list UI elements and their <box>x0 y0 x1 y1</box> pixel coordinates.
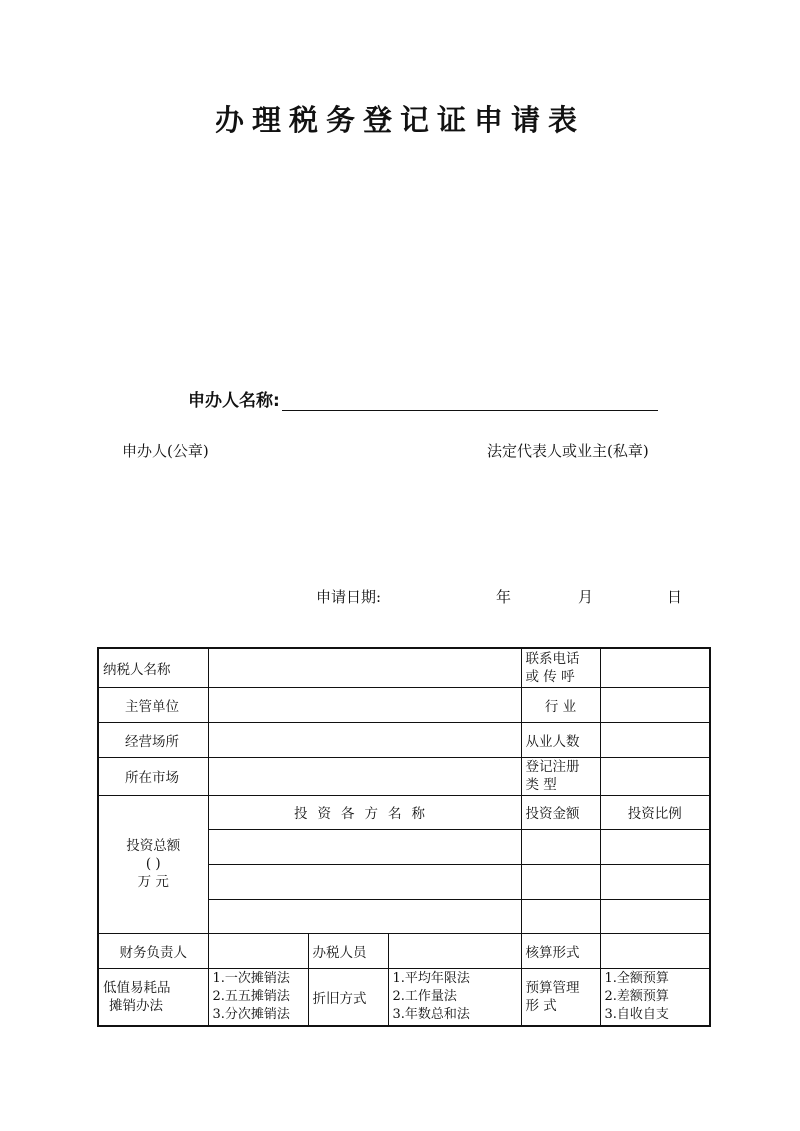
finance-head-field[interactable] <box>208 933 308 968</box>
applicant-name-label: 申办人名称: <box>188 391 280 411</box>
table-row <box>98 933 710 968</box>
list-item: 1.全额预算 <box>604 970 669 986</box>
applicant-name-row <box>188 386 658 411</box>
premises-field[interactable] <box>208 722 521 757</box>
industry-field[interactable] <box>600 687 710 722</box>
table-row <box>98 722 710 757</box>
list-item: 3.自收自支 <box>604 1006 669 1022</box>
reg-type-label <box>521 757 600 795</box>
table-row <box>98 687 710 722</box>
employees-label: 从业人数 <box>521 722 600 757</box>
table-row <box>98 795 710 829</box>
list-item: 3.分次摊销法 <box>212 1006 290 1022</box>
legal-rep-seal-label: 法定代表人或业主(私章) <box>487 442 649 460</box>
budget-form-line2: 形 式 <box>525 997 557 1014</box>
phone-field[interactable] <box>600 648 710 687</box>
budget-form-label <box>521 968 600 1026</box>
reg-type-label-line1: 登记注册 <box>525 759 580 775</box>
table-row <box>98 968 710 1026</box>
industry-label: 行 业 <box>521 687 600 722</box>
employees-field[interactable] <box>600 722 710 757</box>
date-day-label: 日 <box>667 588 683 606</box>
investment-ratio-field[interactable] <box>600 899 710 933</box>
accounting-form-field[interactable] <box>600 933 710 968</box>
consumables-label-line1: 低值易耗品 <box>103 979 171 996</box>
reg-type-field[interactable] <box>600 757 710 795</box>
budget-methods <box>600 968 710 1026</box>
list-item: 3.年数总和法 <box>392 1006 470 1022</box>
tax-staff-field[interactable] <box>388 933 521 968</box>
budget-form-line1: 预算管理 <box>525 979 580 996</box>
date-month-label: 月 <box>578 588 594 606</box>
investment-amount-field[interactable] <box>521 899 600 933</box>
date-year-label: 年 <box>496 588 512 606</box>
investor-name-field[interactable] <box>208 829 521 864</box>
depreciation-methods <box>388 968 521 1026</box>
applicant-seal-label: 申办人(公章) <box>122 442 209 460</box>
list-item: 2.工作量法 <box>392 988 457 1004</box>
authority-label: 主管单位 <box>98 687 208 722</box>
investment-total-line3: 万 元 <box>137 874 169 890</box>
list-item: 1.平均年限法 <box>392 970 470 986</box>
investment-ratio-field[interactable] <box>600 829 710 864</box>
investor-name-field[interactable] <box>208 899 521 933</box>
list-item: 2.五五摊销法 <box>212 988 290 1004</box>
investment-ratio-field[interactable] <box>600 864 710 899</box>
investor-names-header: 投资各方名称 <box>208 795 521 829</box>
list-item: 1.一次摊销法 <box>212 970 290 986</box>
depreciation-label: 折旧方式 <box>308 968 388 1026</box>
market-label: 所在市场 <box>98 757 208 795</box>
accounting-form-label: 核算形式 <box>521 933 600 968</box>
market-field[interactable] <box>208 757 521 795</box>
premises-label: 经营场所 <box>98 722 208 757</box>
phone-label-line1: 联系电话 <box>525 650 580 667</box>
investment-total-line1: 投资总额 <box>126 838 181 854</box>
phone-label-line2: 或 传 呼 <box>525 668 575 685</box>
form-title: 办理税务登记证申请表 <box>214 103 585 137</box>
consumable-methods <box>208 968 308 1026</box>
phone-label <box>521 648 600 687</box>
investment-amount-header: 投资金额 <box>521 795 600 829</box>
taxpayer-name-label: 纳税人名称 <box>98 648 208 687</box>
investment-amount-field[interactable] <box>521 829 600 864</box>
registration-form-table <box>97 647 711 1027</box>
finance-head-label: 财务负责人 <box>98 933 208 968</box>
applicant-name-field[interactable] <box>282 395 658 411</box>
consumables-label-line2: 摊销办法 <box>109 997 163 1014</box>
investment-amount-field[interactable] <box>521 864 600 899</box>
authority-field[interactable] <box>208 687 521 722</box>
investment-ratio-header: 投资比例 <box>600 795 710 829</box>
table-row <box>98 757 710 795</box>
investment-total-line2: ( ) <box>145 856 161 872</box>
taxpayer-name-field[interactable] <box>208 648 521 687</box>
list-item: 2.差额预算 <box>604 988 669 1004</box>
table-row <box>98 648 710 687</box>
application-date-label: 申请日期: <box>316 588 382 606</box>
tax-staff-label: 办税人员 <box>308 933 388 968</box>
reg-type-label-line2: 类 型 <box>525 777 557 793</box>
investment-total-label <box>98 795 208 933</box>
consumables-label <box>98 968 208 1026</box>
investor-name-field[interactable] <box>208 864 521 899</box>
